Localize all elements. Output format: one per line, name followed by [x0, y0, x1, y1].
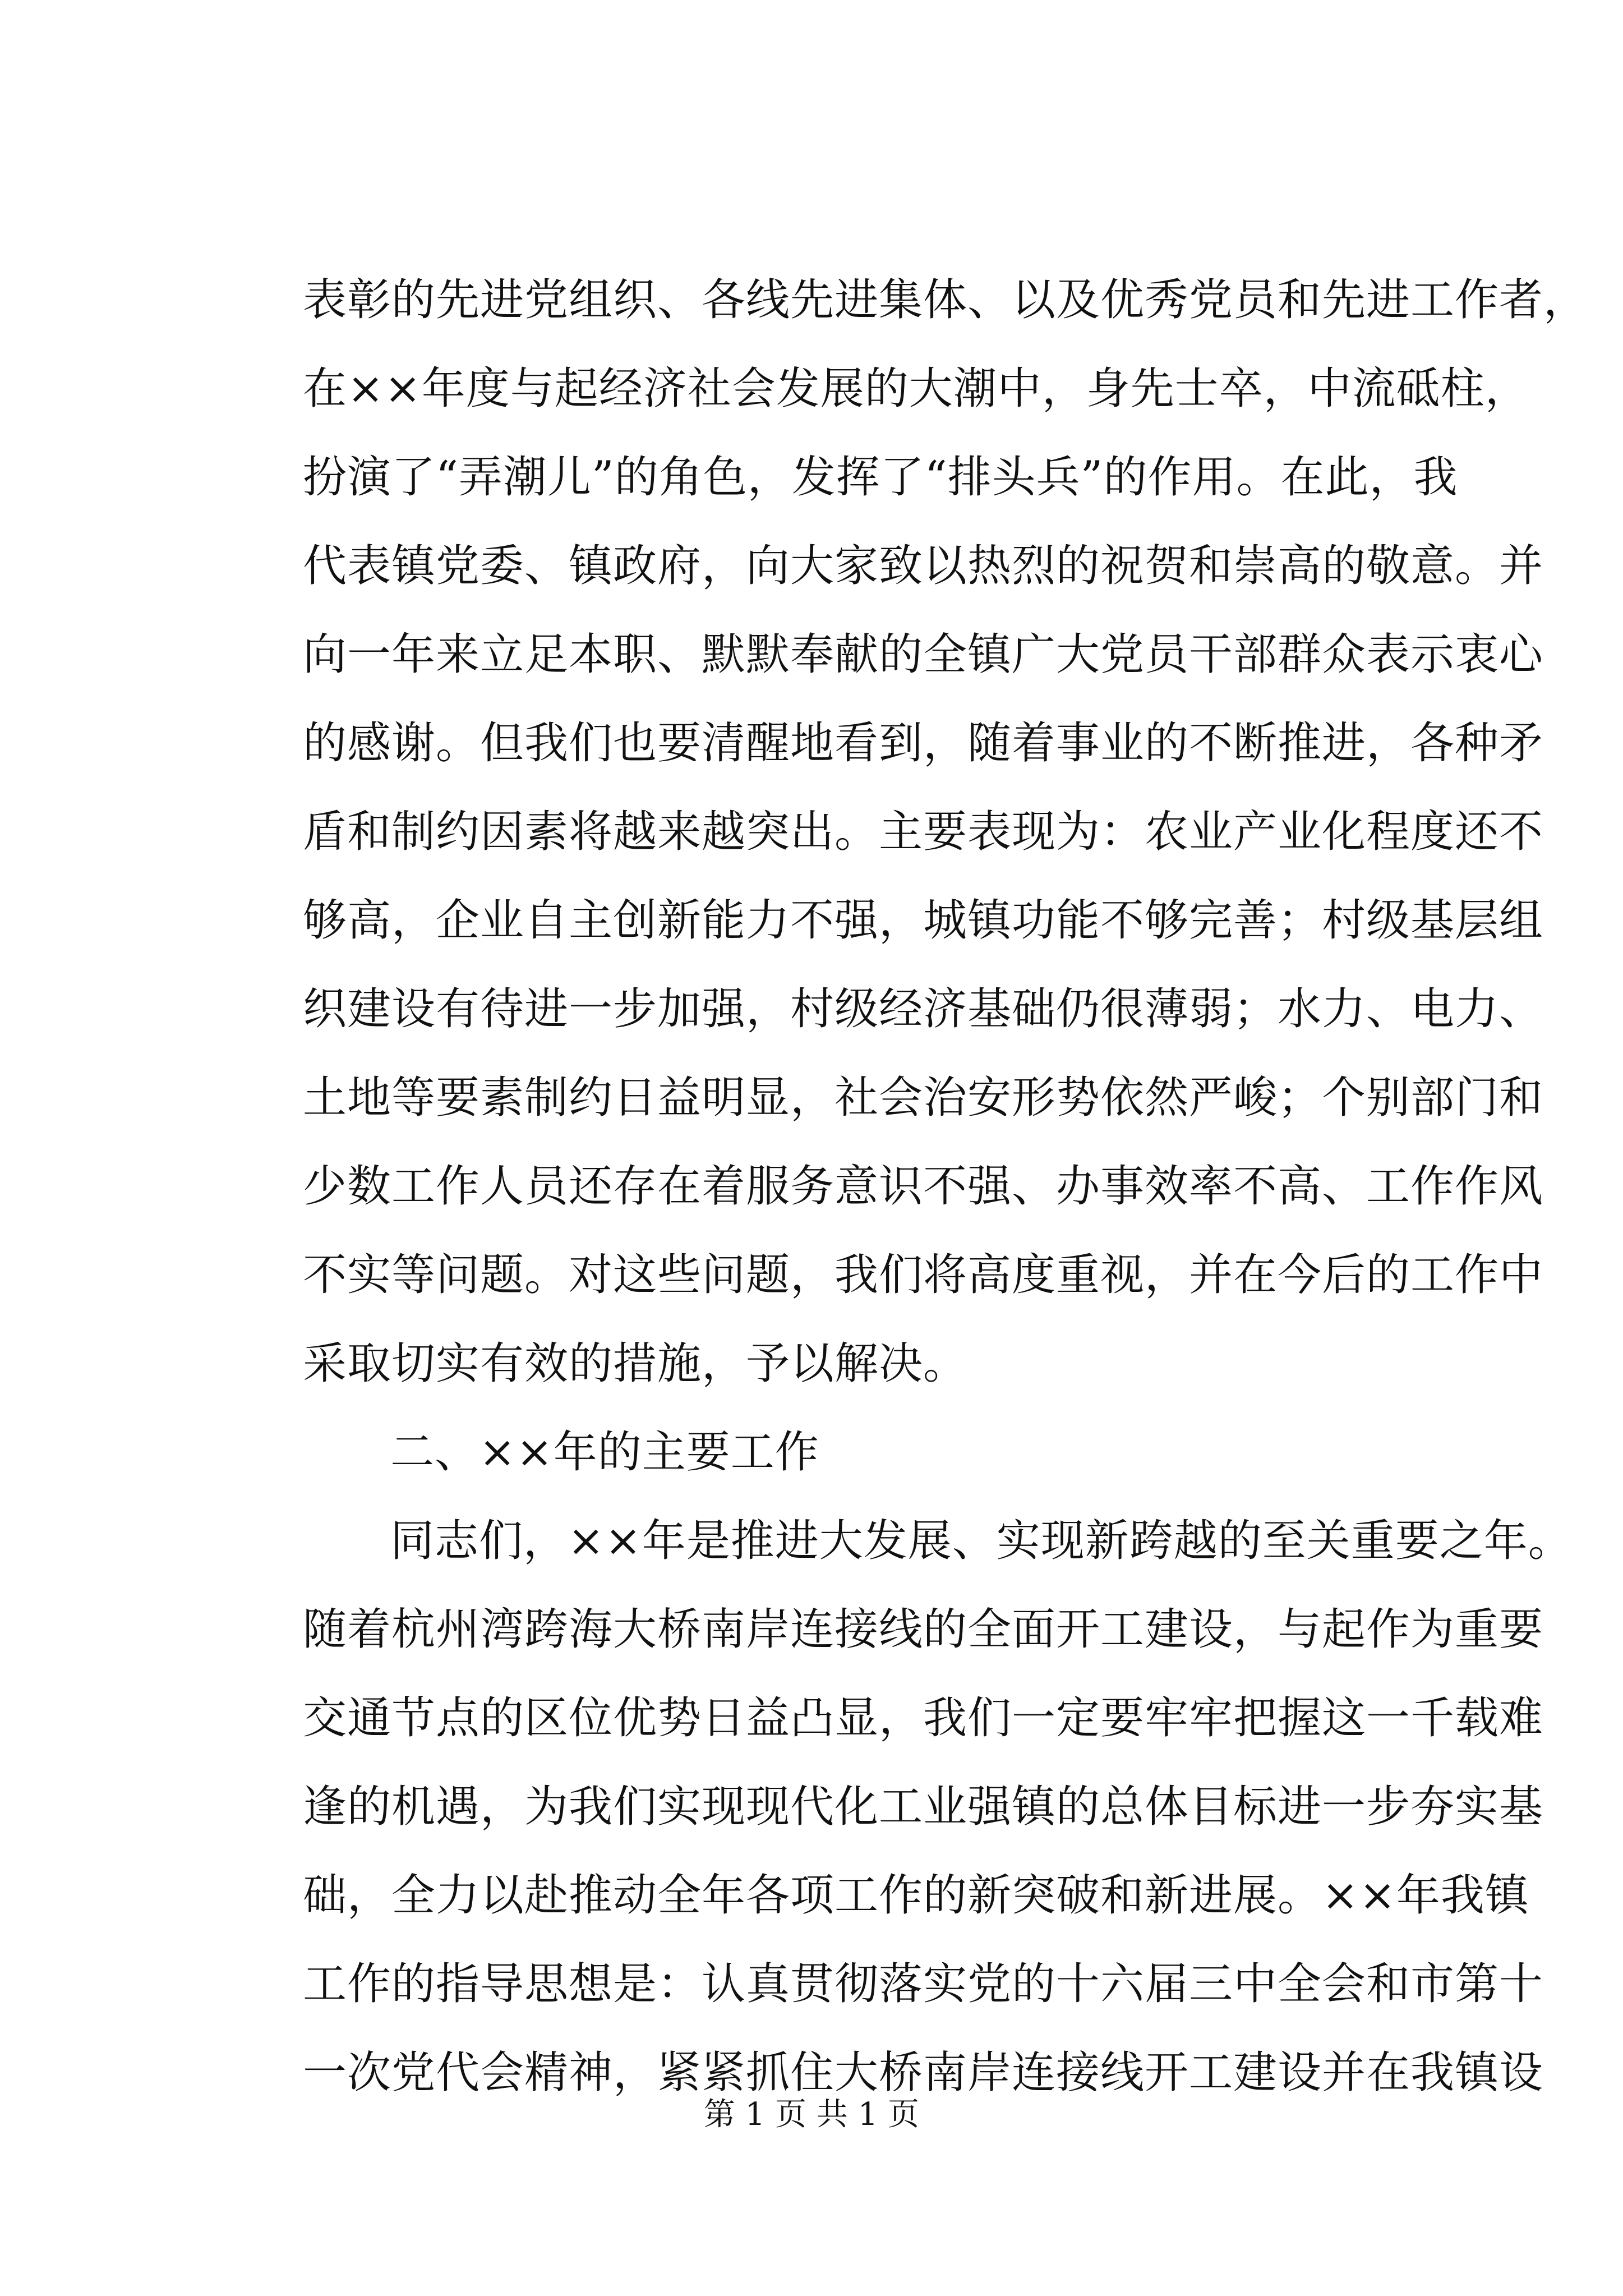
text-line: 少数工作人员还存在着服务意识不强、办事效率不高、工作作风 — [303, 1161, 1544, 1212]
text-line: 工作的指导思想是：认真贯彻落实党的十六届三中全会和市第十 — [303, 1959, 1544, 2009]
text-line: 土地等要素制约日益明显，社会治安形势依然严峻；个别部门和 — [303, 1073, 1544, 1123]
section-heading: 二、××年的主要工作 — [390, 1427, 819, 1478]
text-line: 础，全力以赴推动全年各项工作的新突破和新进展。××年我镇 — [303, 1870, 1529, 1921]
text-line: 交通节点的区位优势日益凸显，我们一定要牢牢把握这一千载难 — [303, 1693, 1544, 1743]
text-line: 盾和制约因素将越来越突出。主要表现为：农业产业化程度还不 — [303, 807, 1544, 857]
text-line: 一次党代会精神，紧紧抓住大桥南岸连接线开工建设并在我镇设 — [303, 2047, 1544, 2098]
text-line: 在××年度与起经济社会发展的大潮中，身先士卒，中流砥柱， — [303, 364, 1529, 414]
text-line: 逢的机遇，为我们实现现代化工业强镇的总体目标进一步夯实基 — [303, 1782, 1544, 1832]
text-line: 随着杭州湾跨海大桥南岸连接线的全面开工建设，与起作为重要 — [303, 1604, 1544, 1655]
text-line: 同志们，××年是推进大发展、实现新跨越的至关重要之年。 — [390, 1516, 1573, 1566]
page-footer: 第 1 页 共 1 页 — [703, 2096, 920, 2133]
text-line: 不实等问题。对这些问题，我们将高度重视，并在今后的工作中 — [303, 1250, 1544, 1300]
text-line: 织建设有待进一步加强，村级经济基础仍很薄弱；水力、电力、 — [303, 984, 1544, 1034]
text-line: 扮演了“弄潮儿”的角色，发挥了“排头兵”的作用。在此，我 — [303, 452, 1458, 503]
text-line: 向一年来立足本职、默默奉献的全镇广大党员干部群众表示衷心 — [303, 629, 1544, 680]
text-line: 代表镇党委、镇政府，向大家致以热烈的祝贺和崇高的敬意。并 — [303, 541, 1544, 591]
text-line: 表彰的先进党组织、各线先进集体、以及优秀党员和先进工作者， — [303, 275, 1588, 325]
text-line: 的感谢。但我们也要清醒地看到，随着事业的不断推进，各种矛 — [303, 718, 1544, 769]
text-line: 够高，企业自主创新能力不强，城镇功能不够完善；村级基层组 — [303, 895, 1544, 946]
text-line: 采取切实有效的措施，予以解决。 — [303, 1338, 968, 1389]
document-body — [303, 256, 1588, 2117]
